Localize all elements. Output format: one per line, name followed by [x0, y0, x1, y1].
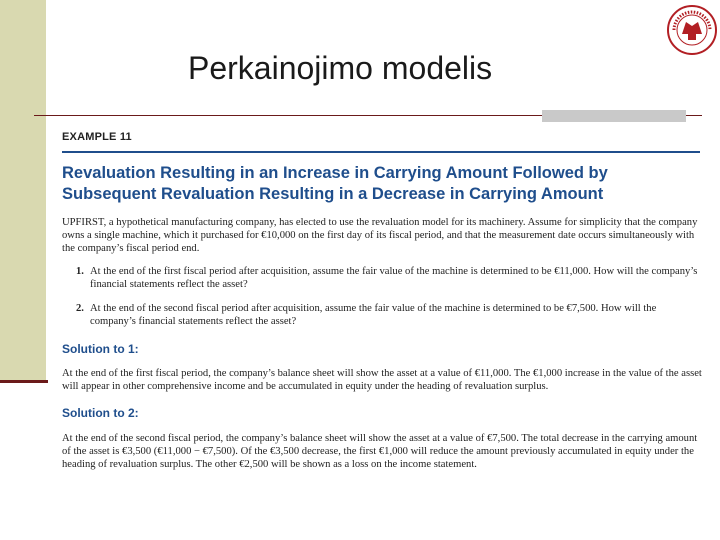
decorative-side-bar: [0, 0, 46, 383]
question-1-text: At the end of the first fiscal period after acquisition, assume the fair value of the machine is determined to be €11,000. How will the company’s financial statements reflect the asset?: [90, 266, 698, 290]
side-bar-divider: [0, 380, 48, 383]
example-label: EXAMPLE 11: [62, 131, 132, 143]
rule-accent: [542, 110, 686, 122]
question-2-number: 2.: [76, 303, 84, 314]
university-seal-icon: [666, 4, 718, 56]
solution-1-heading: Solution to 1:: [62, 342, 139, 356]
solution-2-text: At the end of the second fiscal period, the company’s balance sheet will show the asset at a value of €7,500. The total decrease in the carrying amount of the asset is €3,500 (€11,000 − €7,500). Of the €3,500 decrease, the first €1,000 will reduce the amount previously accumulated in equity under the heading of revaluation surplus. The other €2,500 will be shown as a loss on the income statement.: [62, 433, 698, 470]
solution-2-heading: Solution to 2:: [62, 406, 139, 420]
example-title-line-1: Revaluation Resulting in an Increase in Carrying Amount Followed by: [62, 164, 608, 182]
solution-1-text: At the end of the first fiscal period, the company’s balance sheet will show the asset at a value of €11,000. The €1,000 increase in the value of the asset will appear in other comprehensive income and be accumulated in equity under the heading of revaluation surplus.: [62, 368, 702, 392]
example-title-line-2: Subsequent Revaluation Resulting in a Decrease in Carrying Amount: [62, 185, 604, 203]
example-intro: UPFIRST, a hypothetical manufacturing company, has elected to use the revaluation model for its machinery. Assume for simplicity that the company owns a single machine, which it purchased for €10,000 on the first day of its fiscal period, and that the measurement date occurs simultaneously with the company’s fiscal period end.: [62, 217, 698, 254]
question-1-number: 1.: [76, 266, 84, 277]
example-title: [62, 163, 702, 205]
slide-title: Perkainojimo modelis: [188, 50, 493, 86]
example-rule: [62, 151, 700, 153]
question-2-text: At the end of the second fiscal period after acquisition, assume the fair value of the machine is determined to be €7,500. How will the company’s financial statements reflect the asset?: [90, 303, 657, 327]
